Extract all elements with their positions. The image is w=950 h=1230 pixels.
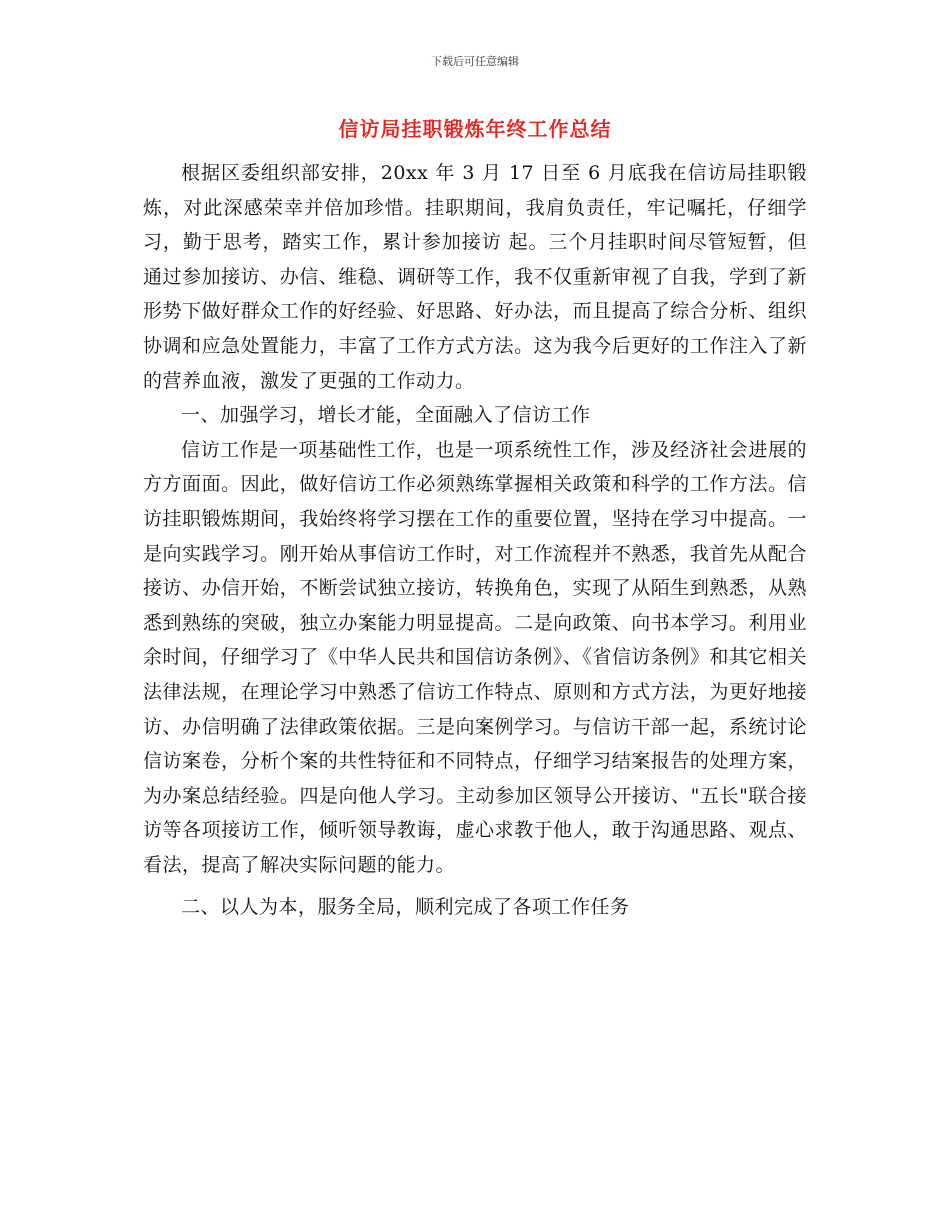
paragraph-intro: 根据区委组织部安排，20xx 年 3 月 17 日至 6 月底我在信访局挂职锻炼，对此深感荣幸并倍加珍惜。挂职期间，我肩负责任，牢记嘱托，仔细学习，勤于思考，踏实工作，累计参加接访 起。三个月挂职时间尽管短暂，但通过参加接访、办信、维稳、调研等工作，我不仅重新审视了自我，学到了新形势下做好群众工作的好经验、好思路、好办法，而且提高了综合分析、组织协调和应急处置能力，丰富了工作方式方法。这为我今后更好的工作注入了新的营养血液，激发了更强的工作动力。 xyxy=(143,162,807,392)
paragraph-study: 信访工作是一项基础性工作，也是一项系统性工作，涉及经济社会进展的方方面面。因此，做好信访工作必须熟练掌握相关政策和科学的工作方法。信访挂职锻炼期间，我始终将学习摆在工作的重要位置，坚持在学习中提高。一是向实践学习。刚开始从事信访工作时，对工作流程并不熟悉，我首先从配合接访、办信开始，不断尝试独立接访，转换角色，实现了从陌生到熟悉，从熟悉到熟练的突破，独立办案能力明显提高。二是向政策、向书本学习。利用业余时间，仔细学习了《中华人民共和国信访条例》、《省信访条例》和其它相关法律法规，在理论学习中熟悉了信访工作特点、原则和方式方法，为更好地接访、办信明确了法律政策依据。三是向案例学习。与信访干部一起，系统讨论信访案卷，分析个案的共性特征和不同特点，仔细学习结案报告的处理方案，为办案总结经验。四是向他人学习。主动参加区领导公开接访、"五长"联合接访等各项接访工作，倾听领导教诲，虚心求教于他人，敢于沟通思路、观点、看法，提高了解决实际问题的能力。 xyxy=(143,438,807,876)
section-heading-2: 二、以人为本，服务全局，顺利完成了各项工作任务 xyxy=(181,896,630,919)
header-note: 下载后可任意编辑 xyxy=(431,55,519,68)
document-body xyxy=(143,156,807,925)
section-heading-1: 一、加强学习，增长才能，全面融入了信访工作 xyxy=(181,404,591,427)
document-title: 信访局挂职锻炼年终工作总结 xyxy=(338,117,612,141)
